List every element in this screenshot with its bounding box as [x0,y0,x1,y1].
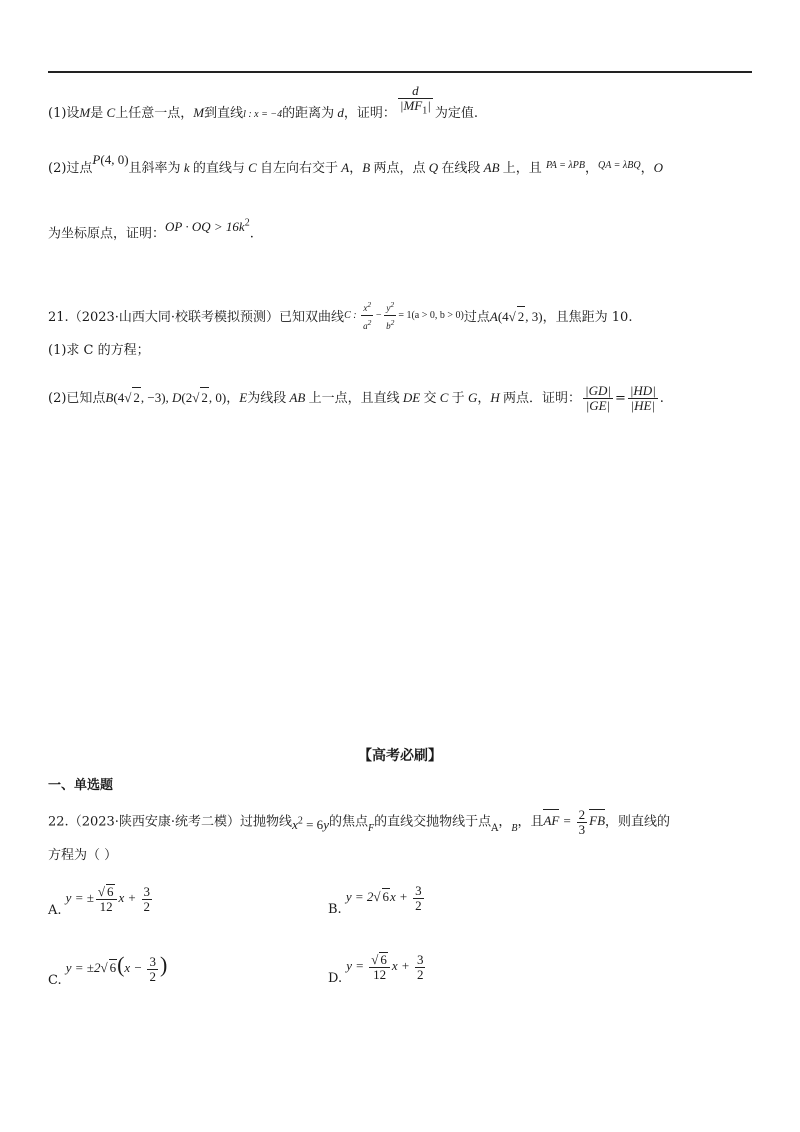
option-d[interactable]: D. y = $\frac{√ 6}{12}$ x + $\frac{3}{2}$ [328,951,424,986]
q22-stem: 22.（2023·陕西安康·统考二模）过抛物线$x^2 = 6y$的焦点$_F$的直线交抛物线于点$_A$，$_B$，且AF = $\frac{2}{3}$ FB，则直线的 [48,807,671,837]
text: 的直线交抛物线于点 [374,814,492,830]
text: 两点，点 [373,161,426,176]
option-label: A. [48,902,62,918]
text: 两点．证明： [502,391,581,406]
text: (1)设 [48,105,80,121]
q20-part2-cont: 为坐标原点，证明：OP · OQ > $16k^2$. [48,218,254,242]
q20-part2: (2)过点P(4, 0)且斜率为 k 的直线与 C 自左向右交于 A，B 两点，点 Q 在线段 AB 上，且 $^{PA = \lambda PB}$，$^{QA = \lambda BQ}$，O [48,152,663,176]
question-source: （2023·山西大同·校联考模拟预测） [68,309,280,325]
q22-stem-cont [48,846,117,866]
text: (1)求 C 的方程； [48,343,150,358]
option-b[interactable]: B. y = 2√ 6x + $\frac{3}{2}$ [328,883,422,918]
text: 过抛物线 [240,814,293,830]
text: ，且焦距为 10. [542,309,633,325]
text: ， [584,161,598,176]
text: ，则直线的 [605,814,671,830]
q21-part2: (2)已知点B(4√ 2, −3), D(2√ 2, 0)，E为线段 AB 上一点，且直线 DE 交 C 于 G，H 两点．证明： $\frac{|GD|}{|GE|}$ = $\frac{|HD|}{|HE|}$ . [48,383,664,413]
q21-part1 [48,341,150,361]
text: 已知双曲线 [279,309,345,325]
text: . [249,226,254,242]
text: 到直线 [204,105,244,121]
text: 过点 [463,309,490,325]
question-source: （2023·陕西安康·统考二模） [68,814,241,830]
text: 上，且 [502,161,542,176]
text: ， [226,391,240,406]
text: 自左向右交于 [260,161,339,176]
text: 在线段 [441,161,481,176]
text: 是 [90,105,104,121]
text: ，且 [517,814,544,830]
text: 且斜率为 [128,161,181,176]
q20-part1: (1)设M是 C上任意一点，M到直线l : x = −4的距离为 d，证明： $\frac{d}{|MF_1|}$ 为定值. [48,83,478,121]
option-label: D. [328,970,343,986]
text: 于 [451,391,465,406]
text: 的焦点 [328,814,368,830]
question-number: 22. [48,814,69,830]
text: (2)过点 [48,161,93,176]
text: 上任意一点， [115,105,194,121]
header-rule [48,71,752,73]
section-banner: 【高考必刷】 [358,748,442,764]
text: 为线段 [247,391,287,406]
text: 为定值. [434,105,478,121]
text: (2)已知点 [48,391,106,406]
option-c[interactable]: C. y = ±2√ 6(x − $\frac{3}{2}$ ) [48,952,168,988]
text: 的距离为 [282,105,335,121]
text: 上一点，且直线 [308,391,400,406]
option-label: B. [328,902,342,918]
text: . [659,391,664,406]
text: ，证明： [343,105,396,121]
text: 的直线与 [192,161,245,176]
q21-stem: 21.（2023·山西大同·校联考模拟预测）已知双曲线$^{C : \frac{x^2}{a^2} - \frac{y^2}{b^2} = 1(a > 0, b > 0)}$过点A(4√ 2, 3)，且焦距为 10. [48,300,633,331]
text: 为坐标原点，证明： [48,226,166,242]
text: 方程为（ ） [48,848,118,863]
section-title: 一、单选题 [48,778,114,793]
option-a[interactable]: A. y = ± $\frac{√ 6}{12}$ x + $\frac{3}{2}$ [48,883,151,918]
option-label: C. [48,973,62,988]
question-number: 21. [48,309,69,325]
text: 交 [423,391,437,406]
